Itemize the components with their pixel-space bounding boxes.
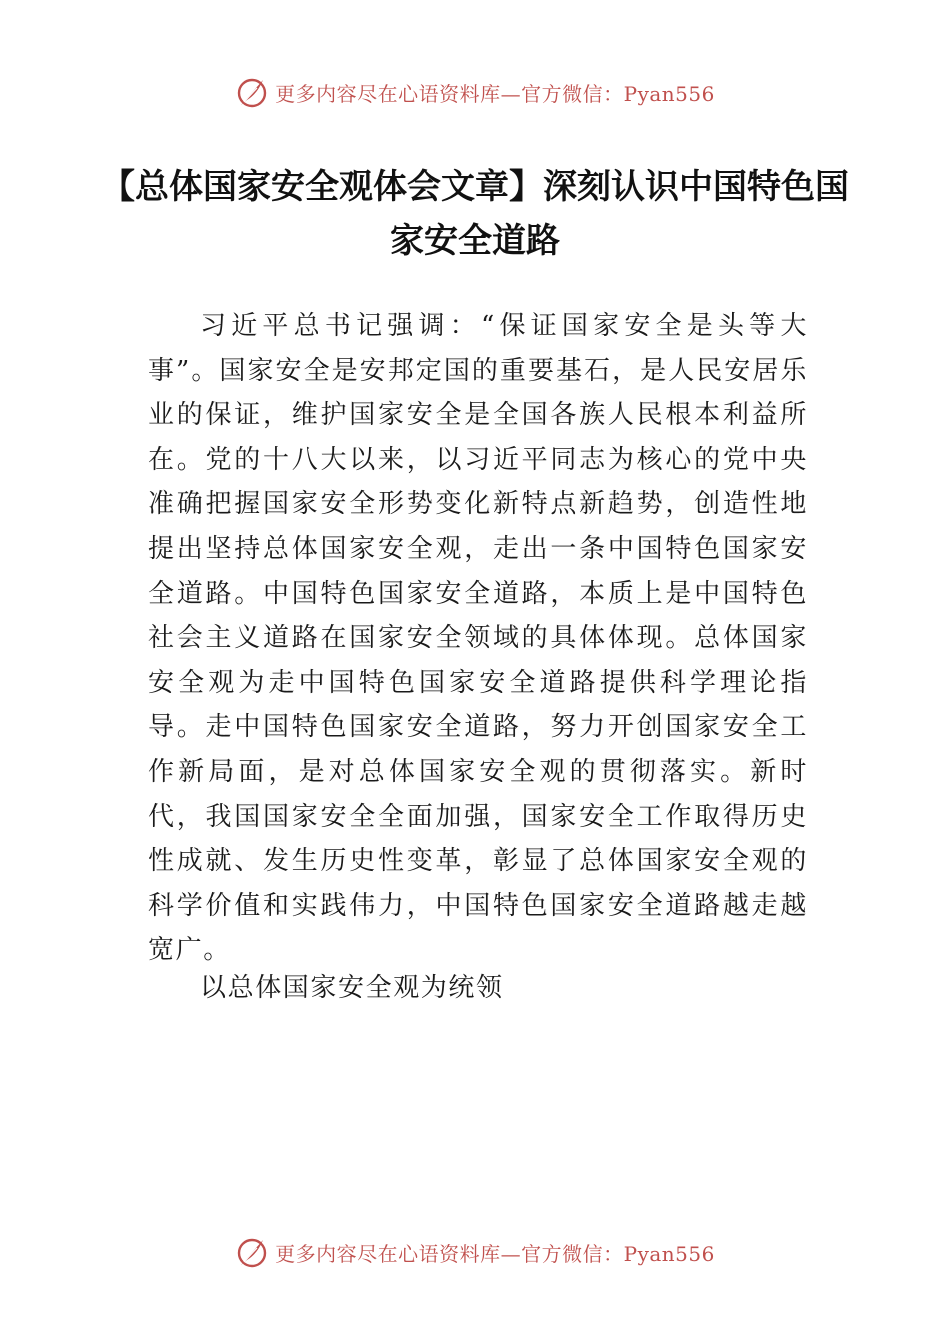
quill-circle-icon <box>235 1235 269 1269</box>
section-heading: 以总体国家安全观为统领 <box>200 973 504 1003</box>
footer-promo-text: 更多内容尽在心语资料库—官方微信：Pyan556 <box>275 1241 715 1266</box>
footer-banner <box>0 1232 950 1272</box>
quill-circle-icon <box>235 75 269 109</box>
document-title: 【总体国家安全观体会文章】深刻认识中国特色国家安全道路 <box>101 167 849 261</box>
intro-paragraph: 习近平总书记强调：“保证国家安全是头等大事”。国家安全是安邦定国的重要基石，是人民安居乐业的保证，维护国家安全是全国各族人民根本利益所在。党的十八大以来，以习近平同志为核心的党中央准确把握国家安全形势变化新特点新趋势，创造性地提出坚持总体国家安全观，走出一条中国特色国家安全道路。中国特色国家安全道路，本质上是中国特色社会主义道路在国家安全领域的具体体现。总体国家安全观为走中国特色国家安全道路提供科学理论指导。走中国特色国家安全道路，努力开创国家安全工作新局面，是对总体国家安全观的贯彻落实。新时代，我国国家安全全面加强，国家安全工作取得历史性成就、发生历史性变革，彰显了总体国家安全观的科学价值和实践伟力，中国特色国家安全道路越走越宽广。 <box>148 311 808 966</box>
header-promo-text: 更多内容尽在心语资料库—官方微信：Pyan556 <box>275 81 715 106</box>
header-banner <box>0 72 950 112</box>
